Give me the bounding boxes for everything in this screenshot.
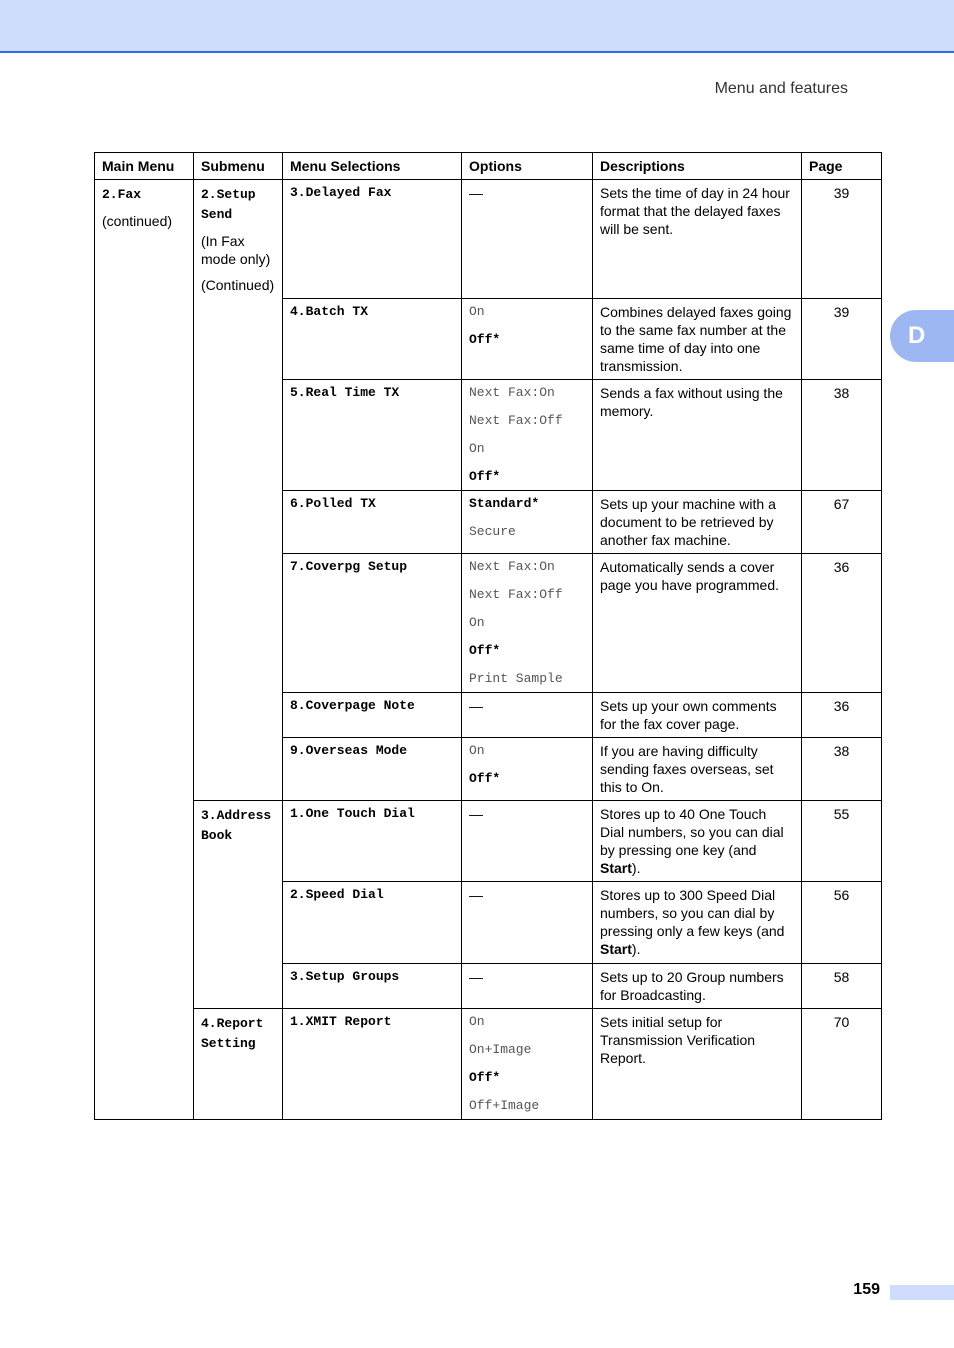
- options-cell: [462, 380, 593, 491]
- page-ref: 38: [802, 738, 882, 801]
- table-row: [95, 1009, 882, 1120]
- submenu-note: (In Fax mode only): [201, 233, 271, 267]
- option-default: Off*: [469, 771, 501, 786]
- option-none: —: [469, 698, 483, 714]
- description: Combines delayed faxes going to the same fax number at the same time of day into one transmission.: [593, 299, 802, 380]
- option-none: —: [469, 185, 483, 201]
- menu-selection: 3.Setup Groups: [283, 964, 462, 1009]
- table-row: [95, 180, 882, 299]
- page-ref: 70: [802, 1009, 882, 1120]
- description: If you are having difficulty sending faxes overseas, set this to On.: [593, 738, 802, 801]
- menu-selection: 6.Polled TX: [283, 491, 462, 554]
- option: Next Fax:Off: [469, 413, 563, 428]
- option-default: Off*: [469, 332, 501, 347]
- option-default: Off*: [469, 1070, 501, 1085]
- page-ref: 36: [802, 693, 882, 738]
- table-row: [95, 801, 882, 882]
- main-menu-cell: [95, 180, 194, 1120]
- options-cell: [462, 964, 593, 1009]
- description: Automatically sends a cover page you have programmed.: [593, 554, 802, 693]
- submenu-note: (Continued): [201, 277, 275, 293]
- options-cell: [462, 882, 593, 964]
- col-header-page: Page: [802, 153, 882, 180]
- option: On: [469, 615, 485, 630]
- menu-selection: 4.Batch TX: [283, 299, 462, 380]
- start-key-label: Start: [600, 860, 632, 876]
- option: On: [469, 304, 485, 319]
- options-cell: [462, 180, 593, 299]
- col-header-options: Options: [462, 153, 593, 180]
- page-ref: 55: [802, 801, 882, 882]
- options-cell: [462, 738, 593, 801]
- option: Print Sample: [469, 671, 563, 686]
- description: Sets up your own comments for the fax cover page.: [593, 693, 802, 738]
- option-default: Standard*: [469, 496, 540, 511]
- option: On: [469, 1014, 485, 1029]
- submenu-cell: [194, 180, 283, 801]
- option-default: Off*: [469, 643, 501, 658]
- options-cell: [462, 299, 593, 380]
- menu-selection: 1.One Touch Dial: [283, 801, 462, 882]
- description: Sets initial setup for Transmission Verification Report.: [593, 1009, 802, 1120]
- header-band: [0, 0, 954, 53]
- col-header-main-menu: Main Menu: [95, 153, 194, 180]
- menu-selection: 9.Overseas Mode: [283, 738, 462, 801]
- option: Off+Image: [469, 1098, 540, 1113]
- footer-band: [890, 1285, 954, 1300]
- option: On+Image: [469, 1042, 532, 1057]
- option: Next Fax:On: [469, 559, 555, 574]
- chapter-tab[interactable]: D: [890, 310, 954, 362]
- page-ref: 36: [802, 554, 882, 693]
- submenu-cell: [194, 801, 283, 1009]
- option-default: Off*: [469, 469, 501, 484]
- description-text: Stores up to 300 Speed Dial numbers, so you can dial by pressing only a few keys (and: [600, 887, 785, 939]
- options-cell: [462, 801, 593, 882]
- option-none: —: [469, 806, 483, 822]
- menu-selection: 2.Speed Dial: [283, 882, 462, 964]
- page-ref: 56: [802, 882, 882, 964]
- page-ref: 38: [802, 380, 882, 491]
- submenu-name: 2.Setup Send: [201, 187, 256, 222]
- description: Sets the time of day in 24 hour format that the delayed faxes will be sent.: [593, 180, 802, 299]
- main-menu-name: 2.Fax: [102, 187, 142, 202]
- option: On: [469, 441, 485, 456]
- description: Sets up to 20 Group numbers for Broadcasting.: [593, 964, 802, 1009]
- description-end: ).: [631, 860, 641, 876]
- page-ref: 67: [802, 491, 882, 554]
- option: Next Fax:Off: [469, 587, 563, 602]
- menu-table: [94, 152, 882, 1120]
- description-end: ).: [631, 941, 641, 957]
- running-header: Menu and features: [714, 80, 848, 97]
- description: Sets up your machine with a document to be retrieved by another fax machine.: [593, 491, 802, 554]
- col-header-menu-selections: Menu Selections: [283, 153, 462, 180]
- table-header-row: [95, 153, 882, 180]
- option-none: —: [469, 887, 483, 903]
- menu-selection: 5.Real Time TX: [283, 380, 462, 491]
- submenu-cell: [194, 1009, 283, 1120]
- option: On: [469, 743, 485, 758]
- page-ref: 39: [802, 180, 882, 299]
- description-text: Stores up to 40 One Touch Dial numbers, so you can dial by pressing one key (and: [600, 806, 784, 858]
- menu-selection: 1.XMIT Report: [283, 1009, 462, 1120]
- main-menu-note: (continued): [102, 213, 173, 229]
- page-ref: 39: [802, 299, 882, 380]
- start-key-label: Start: [600, 941, 632, 957]
- option: Next Fax:On: [469, 385, 555, 400]
- page-ref: 58: [802, 964, 882, 1009]
- menu-selection: 8.Coverpage Note: [283, 693, 462, 738]
- submenu-name: 4.Report Setting: [201, 1016, 264, 1051]
- submenu-name: 3.Address Book: [201, 808, 272, 843]
- options-cell: [462, 491, 593, 554]
- page-number: 159: [853, 1281, 880, 1298]
- options-cell: [462, 1009, 593, 1120]
- options-cell: [462, 554, 593, 693]
- menu-selection: 3.Delayed Fax: [283, 180, 462, 299]
- description: Sends a fax without using the memory.: [593, 380, 802, 491]
- menu-selection: 7.Coverpg Setup: [283, 554, 462, 693]
- option: Secure: [469, 524, 516, 539]
- col-header-submenu: Submenu: [194, 153, 283, 180]
- option-none: —: [469, 969, 483, 985]
- col-header-descriptions: Descriptions: [593, 153, 802, 180]
- options-cell: [462, 693, 593, 738]
- description: [593, 801, 802, 882]
- description: [593, 882, 802, 964]
